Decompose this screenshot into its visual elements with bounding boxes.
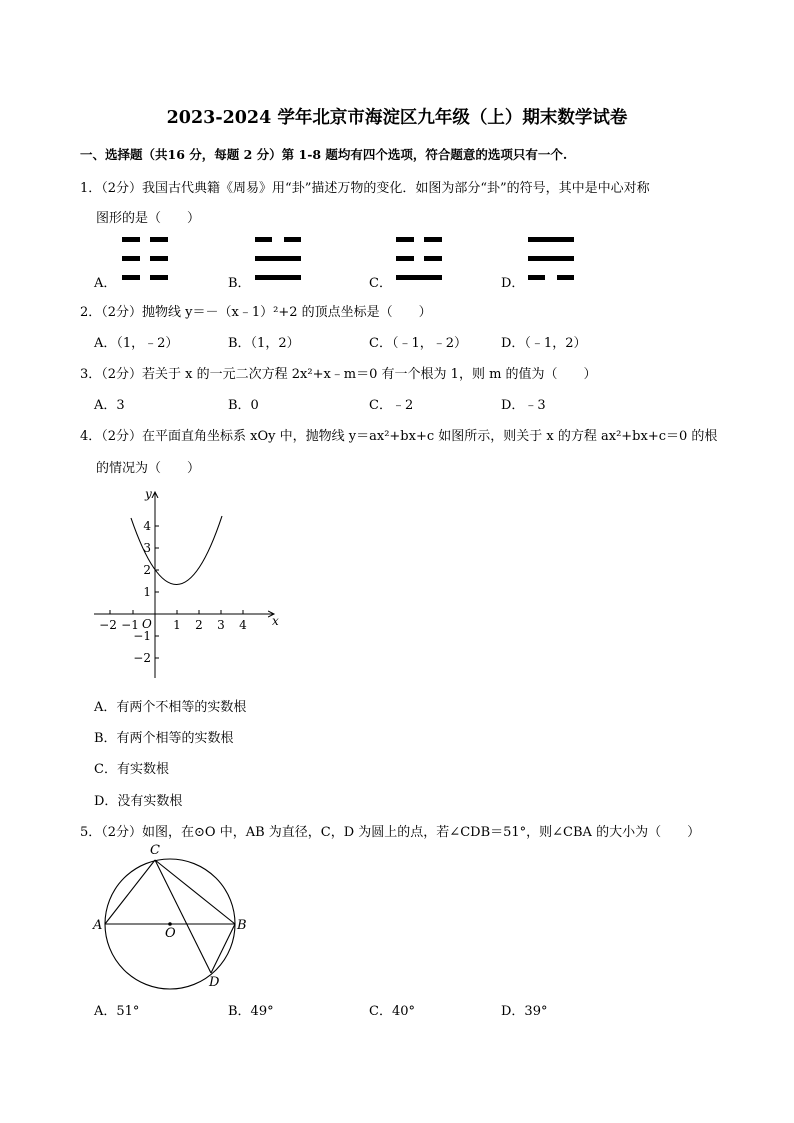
q2-option-d[interactable]: D．（﹣1，2） [501,336,587,351]
y-tick-label: −1 [133,629,151,643]
q3-option-d[interactable]: D．﹣3 [501,398,546,413]
point-c-label: C [150,843,160,858]
q4-text-line2: 的情况为（ ） [96,461,201,476]
q4-option-d[interactable]: D．没有实数根 [94,794,183,809]
q2-option-c[interactable]: C．（﹣1，﹣2） [369,336,467,351]
q3-option-a[interactable]: A．3 [94,398,125,413]
point-b-label: B [237,918,247,933]
trigram-b [255,237,301,280]
x-tick-label: −2 [99,618,117,632]
trigram-c [396,237,442,280]
q1-text-line2: 图形的是（ ） [96,211,201,226]
y-tick-label: 2 [143,563,151,577]
q5-option-c[interactable]: C．40° [369,1004,415,1019]
y-tick-label: 4 [143,519,151,533]
q4-option-b[interactable]: B．有两个相等的实数根 [94,731,234,746]
x-axis-label: x [272,614,279,628]
segment-ca [105,860,155,924]
page-title: 2023-2024 学年北京市海淀区九年级（上）期末数学试卷 [166,108,628,128]
point-o-label: O [165,926,176,941]
q3-text: 3．（2分）若关于 x 的一元二次方程 2x²+x﹣m＝0 有一个根为 1，则 m 的值为（ ） [80,367,597,382]
q1-option-b[interactable]: B． [228,276,251,291]
x-tick-label: 3 [217,618,225,632]
trigram-d [528,237,574,280]
q5-text: 5．（2分）如图，在⊙O 中，AB 为直径，C，D 为圆上的点，若∠CDB＝51°，则∠CBA 的大小为（ ） [80,825,701,840]
point-a-label: A [93,918,103,933]
q4-text-line1: 4．（2分）在平面直角坐标系 xOy 中，抛物线 y＝ax²+bx+c 如图所示，则关于 x 的方程 ax²+bx+c＝0 的根 [80,429,718,444]
segment-cd [155,860,211,973]
x-tick-label: 1 [173,618,181,632]
q2-text: 2．（2分）抛物线 y＝－（x﹣1）²+2 的顶点坐标是（ ） [80,305,432,320]
q3-option-b[interactable]: B．0 [228,398,259,413]
x-tick-label: 4 [239,618,247,632]
section-heading: 一、选择题（共16 分，每题 2 分）第 1-8 题均有四个选项，符合题意的选项只有一个. [80,147,568,162]
x-tick-label: 2 [195,618,203,632]
q5-option-b[interactable]: B．49° [228,1004,274,1019]
point-d-label: D [209,975,220,990]
origin-label: O [142,617,152,631]
q2-option-b[interactable]: B．（1，2） [228,336,300,351]
q5-option-d[interactable]: D．39° [501,1004,548,1019]
q1-text-line1: 1．（2分）我国古代典籍《周易》用“卦”描述万物的变化．如图为部分“卦”的符号，其中是中心对称 [80,181,650,196]
x-tick-label: −1 [121,618,139,632]
y-tick-label: 3 [143,541,151,555]
q1-option-d[interactable]: D． [501,276,525,291]
y-axis-label: y [145,487,152,501]
q3-option-c[interactable]: C．﹣2 [369,398,414,413]
segment-cb [155,860,235,924]
q5-option-a[interactable]: A．51° [94,1004,140,1019]
q4-option-c[interactable]: C．有实数根 [94,762,169,777]
q4-option-a[interactable]: A．有两个不相等的实数根 [94,700,247,715]
segment-db [211,924,235,973]
q1-option-c[interactable]: C． [369,276,392,291]
y-tick-label: −2 [133,651,151,665]
q1-option-a[interactable]: A． [94,276,117,291]
q5-circle-figure [88,838,258,993]
q4-parabola-graph [88,480,288,680]
y-tick-label: 1 [143,585,151,599]
trigram-a [122,237,168,280]
q2-option-a[interactable]: A．（1，﹣2） [94,336,179,351]
